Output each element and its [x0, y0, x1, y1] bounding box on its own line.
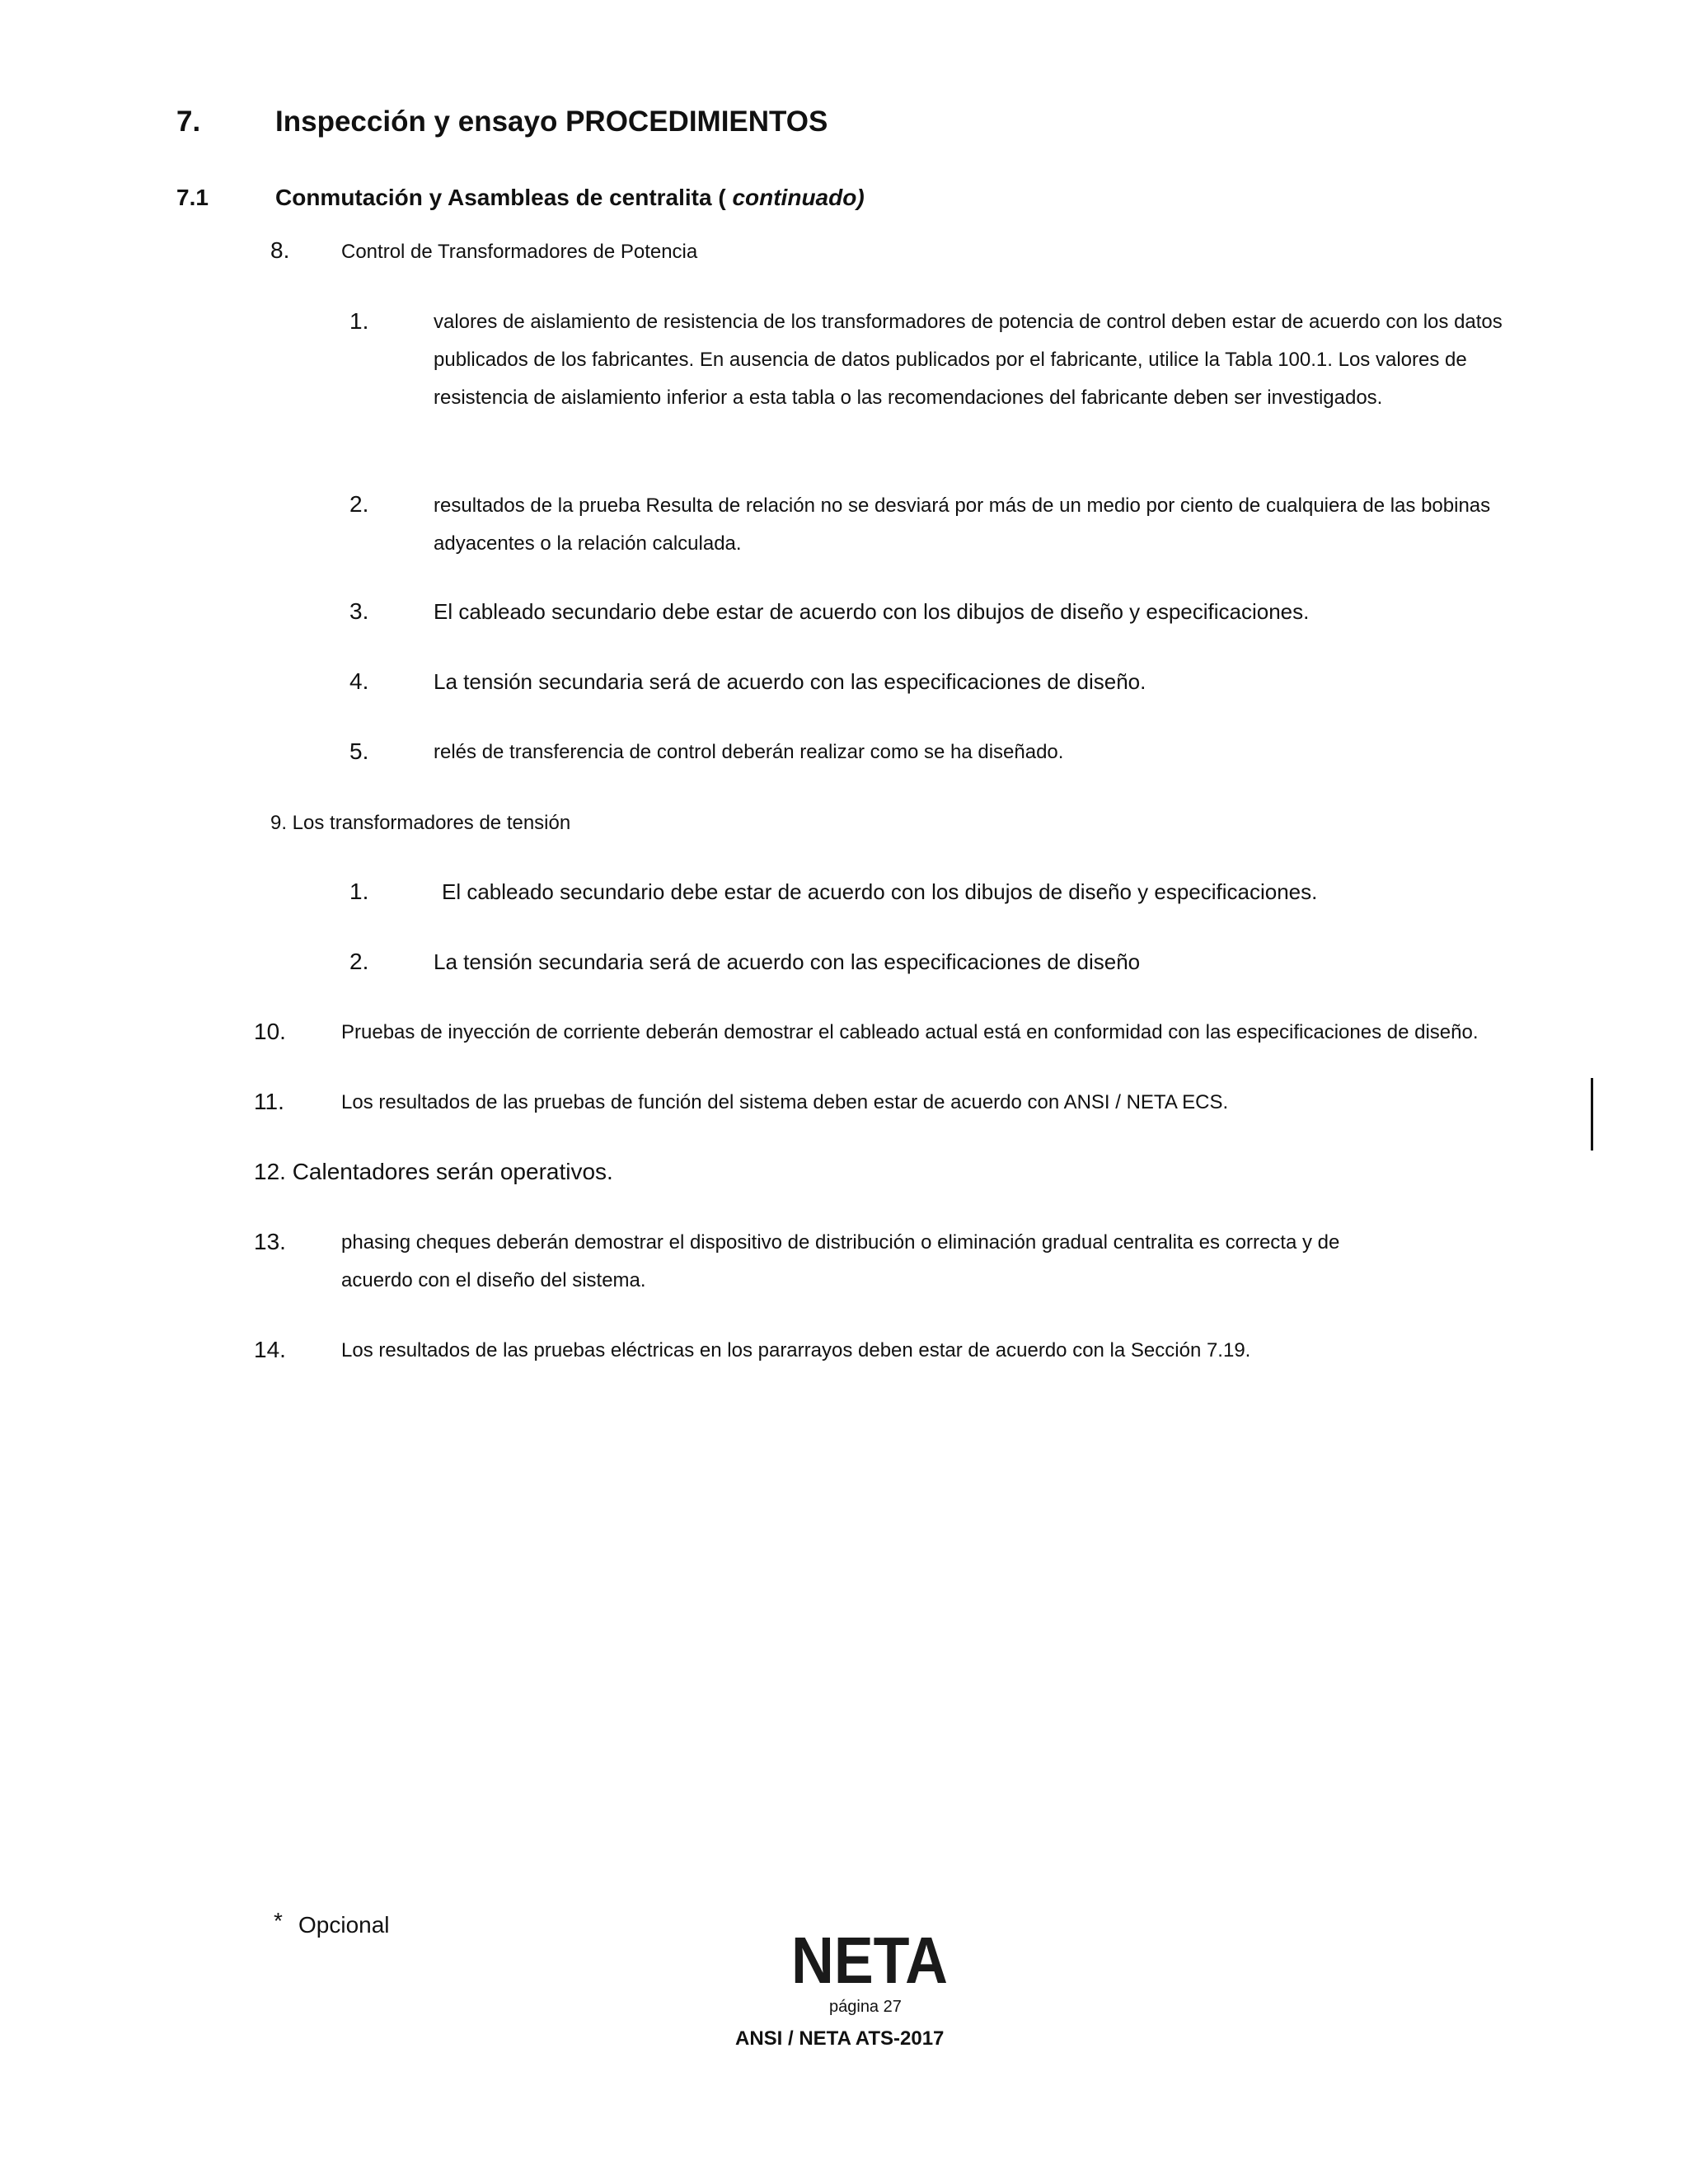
item-9-1-number: 1. [349, 879, 369, 904]
subsection-title-text: Conmutación y Asambleas de centralita ( [275, 185, 726, 210]
item-8-4-number: 4. [349, 668, 369, 694]
subsection-title-italic: continuado) [732, 185, 865, 210]
item-14-text: Los resultados de las pruebas eléctricas en los pararrayos deben estar de acuerdo con la Sección 7.19. [341, 1339, 1251, 1361]
section-number: 7. [176, 105, 201, 138]
neta-logo [791, 1930, 953, 1988]
item-8-3-text: El cableado secundario debe estar de acuerdo con los dibujos de diseño y especificaciones. [434, 599, 1310, 624]
footer-page-number: página 27 [829, 1998, 902, 2016]
item-13-number: 13. [254, 1229, 286, 1254]
item-9-title: 9. Los transformadores de tensión [270, 812, 571, 834]
item-8-number: 8. [270, 237, 290, 263]
item-8-2-number: 2. [349, 491, 369, 517]
revision-change-bar [1591, 1078, 1593, 1151]
subsection-title [275, 185, 865, 211]
item-8-5-text: relés de transferencia de control deberán realizar como se ha diseñado. [434, 741, 1064, 763]
footnote-text: Opcional [298, 1912, 390, 1938]
item-10-text: Pruebas de inyección de corriente deberán demostrar el cableado actual está en conformidad con las especificaciones de diseño. [341, 1021, 1479, 1043]
item-8-2-text: resultados de la prueba Resulta de relación no se desviará por más de un medio por ciento de cualquiera de las bobinas adyacentes o la relación calculada. [434, 494, 1491, 555]
item-9-2-text: La tensión secundaria será de acuerdo con las especificaciones de diseño [434, 949, 1141, 974]
item-13-text: phasing cheques deberán demostrar el dispositivo de distribución o eliminación gradual centralita es correcta y de acuerdo con el diseño del sistema. [341, 1231, 1340, 1291]
item-9-1-text: El cableado secundario debe estar de acuerdo con los dibujos de diseño y especificaciones. [442, 879, 1318, 904]
item-8-1-number: 1. [349, 308, 369, 334]
item-14-number: 14. [254, 1337, 286, 1362]
item-8-title: Control de Transformadores de Potencia [341, 241, 698, 263]
item-8-4-text: La tensión secundaria será de acuerdo con las especificaciones de diseño. [434, 669, 1146, 694]
subsection-number: 7.1 [176, 185, 209, 210]
item-11-number: 11. [254, 1089, 284, 1114]
section-title: Inspección y ensayo PROCEDIMIENTOS [275, 105, 828, 138]
footnote-marker: * [274, 1908, 283, 1933]
neta-logo-text: NETA [791, 1930, 948, 1988]
item-12-text: 12. Calentadores serán operativos. [254, 1159, 613, 1184]
item-9-2-number: 2. [349, 949, 369, 974]
item-8-1-text: valores de aislamiento de resistencia de los transformadores de potencia de control deben estar de acuerdo con los datos publicados de los fabricantes. En ausencia de datos publicados por el fabricante, utilice la Tabla 100.1. Los valores de resistencia de aislamiento inferior a esta tabla o las recomendaciones del fabricante deben ser investigados. [434, 311, 1503, 409]
item-10-number: 10. [254, 1019, 286, 1044]
item-11-text: Los resultados de las pruebas de función del sistema deben estar de acuerdo con ANSI / NETA ECS. [341, 1091, 1229, 1113]
item-8-3-number: 3. [349, 598, 369, 624]
item-8-5-number: 5. [349, 738, 369, 764]
footer-standard: ANSI / NETA ATS-2017 [735, 2027, 945, 2050]
